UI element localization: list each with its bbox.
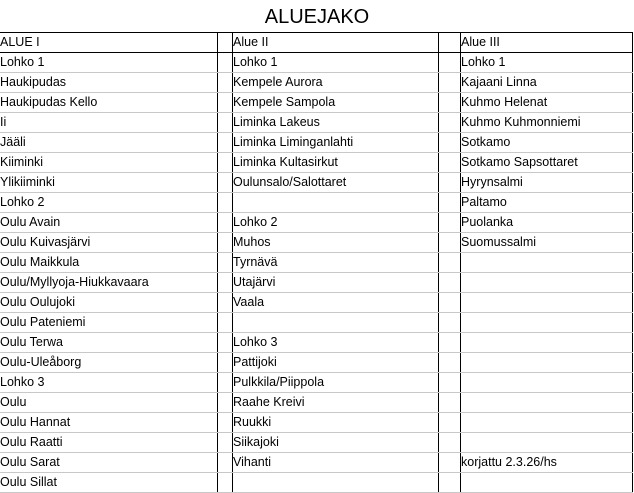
area-cell: Haukipudas Kello: [0, 93, 218, 113]
spacer-cell: [439, 473, 461, 493]
area-cell: Kuhmo Kuhmonniemi: [461, 113, 633, 133]
table-row: [0, 413, 633, 433]
area-cell: Tyrnävä: [233, 253, 439, 273]
area-cell: Kajaani Linna: [461, 73, 633, 93]
table-row: [0, 193, 633, 213]
table-row: [0, 473, 633, 493]
page-title: ALUEJAKO: [264, 6, 370, 28]
area-cell: Vaala: [233, 293, 439, 313]
table-row: [0, 393, 633, 413]
table-row: [0, 293, 633, 313]
section-label: Lohko 3: [233, 333, 439, 353]
area-cell: Oulu Pateniemi: [0, 313, 218, 333]
spacer-cell: [218, 313, 233, 333]
area-cell: [233, 473, 439, 493]
spacer-cell: [439, 233, 461, 253]
area-cell: Liminka Kultasirkut: [233, 153, 439, 173]
area-cell: Liminka Lakeus: [233, 113, 439, 133]
area-cell: [461, 293, 633, 313]
area-cell: Vihanti: [233, 453, 439, 473]
spacer-cell: [218, 473, 233, 493]
area-division-table: [0, 32, 633, 493]
area-cell: Kiiminki: [0, 153, 218, 173]
spacer-cell: [218, 373, 233, 393]
area-cell: Oulu Oulujoki: [0, 293, 218, 313]
area-cell: [461, 373, 633, 393]
area-cell: [461, 333, 633, 353]
section-label: Lohko 1: [0, 53, 218, 73]
area-cell: Raahe Kreivi: [233, 393, 439, 413]
area-cell: Liminka Liminganlahti: [233, 133, 439, 153]
area-cell: Oulu-Uleåborg: [0, 353, 218, 373]
spacer-cell: [439, 193, 461, 213]
spacer-cell: [218, 333, 233, 353]
area-cell: Sotkamo Sapsottaret: [461, 153, 633, 173]
table-row: [0, 173, 633, 193]
table-row: [0, 453, 633, 473]
area-cell: [461, 433, 633, 453]
section-label: Lohko 1: [233, 53, 439, 73]
area-cell: Utajärvi: [233, 273, 439, 293]
area-cell: Oulu Sarat: [0, 453, 218, 473]
area-cell: Haukipudas: [0, 73, 218, 93]
table-row: [0, 353, 633, 373]
section-label: Lohko 1: [461, 53, 633, 73]
table-row: [0, 313, 633, 333]
area-cell: [461, 413, 633, 433]
spacer-cell: [439, 373, 461, 393]
spacer-cell: [439, 393, 461, 413]
area-cell: Oulu Terwa: [0, 333, 218, 353]
spacer-cell: [439, 133, 461, 153]
area-cell: Muhos: [233, 233, 439, 253]
area-cell: Oulu: [0, 393, 218, 413]
table-row: [0, 273, 633, 293]
table-row: [0, 253, 633, 273]
area-cell: [461, 273, 633, 293]
area-cell: Jääli: [0, 133, 218, 153]
table-row: [0, 373, 633, 393]
spacer-cell: [439, 413, 461, 433]
area-cell: Pattijoki: [233, 353, 439, 373]
table-row: [0, 93, 633, 113]
area-cell: Oulu Hannat: [0, 413, 218, 433]
table-row: [0, 213, 633, 233]
spacer-cell: [439, 73, 461, 93]
area-cell: [461, 253, 633, 273]
table-row: [0, 73, 633, 93]
spacer-cell: [218, 253, 233, 273]
spacer-cell: [218, 233, 233, 253]
spacer-cell: [218, 453, 233, 473]
spacer-cell: [439, 213, 461, 233]
table-row: [0, 433, 633, 453]
spacer-cell: [439, 453, 461, 473]
table-row: [0, 333, 633, 353]
area-cell: Oulu Sillat: [0, 473, 218, 493]
spacer-cell: [439, 173, 461, 193]
spacer-cell: [218, 113, 233, 133]
spacer-cell: [218, 433, 233, 453]
spacer-cell: [439, 333, 461, 353]
spacer-cell: [218, 53, 233, 73]
spacer-cell: [439, 313, 461, 333]
area-cell: Oulu Avain: [0, 213, 218, 233]
area-cell: [461, 393, 633, 413]
header-alue-1: ALUE I: [0, 33, 218, 53]
spacer-cell: [218, 133, 233, 153]
area-cell: Kempele Sampola: [233, 93, 439, 113]
area-cell: Hyrynsalmi: [461, 173, 633, 193]
area-cell: [461, 473, 633, 493]
header-alue-2: Alue II: [233, 33, 439, 53]
area-cell: Oulunsalo/Salottaret: [233, 173, 439, 193]
area-cell: Kuhmo Helenat: [461, 93, 633, 113]
spacer-cell: [218, 353, 233, 373]
spacer-cell: [439, 93, 461, 113]
spacer-cell: [439, 353, 461, 373]
spacer-cell: [439, 433, 461, 453]
spacer-cell: [218, 293, 233, 313]
area-cell: Pulkkila/Piippola: [233, 373, 439, 393]
area-cell: Ruukki: [233, 413, 439, 433]
revision-note: korjattu 2.3.26/hs: [461, 453, 633, 473]
spacer-cell: [218, 413, 233, 433]
spacer-cell: [439, 153, 461, 173]
table-row: [0, 113, 633, 133]
header-alue-3: Alue III: [461, 33, 633, 53]
spacer-cell: [439, 33, 461, 53]
area-cell: Siikajoki: [233, 433, 439, 453]
area-cell: Paltamo: [461, 193, 633, 213]
area-cell: Ii: [0, 113, 218, 133]
spacer-cell: [439, 113, 461, 133]
area-cell: Puolanka: [461, 213, 633, 233]
area-cell: Oulu Raatti: [0, 433, 218, 453]
section-label: Lohko 3: [0, 373, 218, 393]
spacer-cell: [439, 293, 461, 313]
area-cell: Ylikiiminki: [0, 173, 218, 193]
area-cell: Kempele Aurora: [233, 73, 439, 93]
spacer-cell: [439, 253, 461, 273]
spacer-cell: [218, 153, 233, 173]
area-cell: [233, 313, 439, 333]
area-cell: [461, 353, 633, 373]
area-cell: [233, 193, 439, 213]
spacer-cell: [218, 33, 233, 53]
spacer-cell: [218, 213, 233, 233]
area-cell: Oulu/Myllyoja-Hiukkavaara: [0, 273, 218, 293]
area-cell: [461, 313, 633, 333]
area-cell: Suomussalmi: [461, 233, 633, 253]
table-row: [0, 233, 633, 253]
table-row: [0, 53, 633, 73]
spacer-cell: [439, 273, 461, 293]
spacer-cell: [218, 393, 233, 413]
spacer-cell: [218, 273, 233, 293]
spacer-cell: [218, 73, 233, 93]
header-row: [0, 33, 633, 53]
section-label: Lohko 2: [0, 193, 218, 213]
area-cell: Oulu Kuivasjärvi: [0, 233, 218, 253]
table-row: [0, 153, 633, 173]
area-cell: Oulu Maikkula: [0, 253, 218, 273]
area-cell: Sotkamo: [461, 133, 633, 153]
spacer-cell: [218, 173, 233, 193]
table-row: [0, 133, 633, 153]
section-label: Lohko 2: [233, 213, 439, 233]
spacer-cell: [218, 93, 233, 113]
spacer-cell: [218, 193, 233, 213]
spacer-cell: [439, 53, 461, 73]
